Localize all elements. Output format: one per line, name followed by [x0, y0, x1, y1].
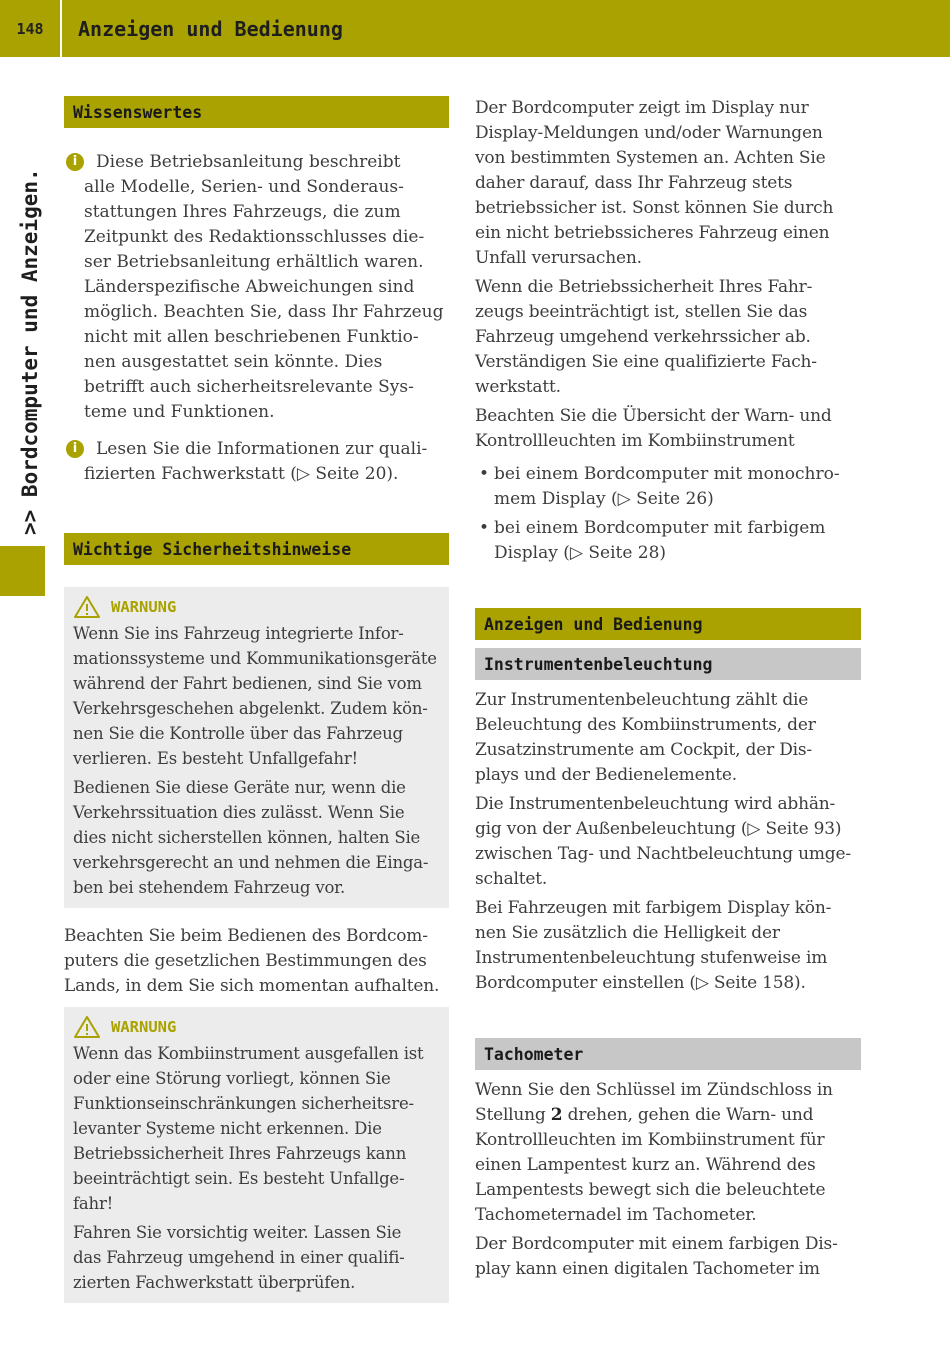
paragraph-instrument-3: Bei Fahrzeugen mit farbigem Display kön- nen Sie zusätzlich die Helligkeit der Instrumentenbeleuchtung stufenweise im Bordcomputer einstellen (▷ Seite 158).	[475, 898, 832, 993]
paragraph-intro-1: Der Bordcomputer zeigt im Display nur Display-Meldungen und/oder Warnungen von bestimmten Systemen an. Achten Sie daher darauf, dass Ihr Fahrzeug stets betriebssicher ist. Sonst können Sie durch ein nicht betriebssicheres Fahrzeug einen Unfall verursachen.	[475, 98, 834, 268]
sidebar	[18, 145, 50, 535]
warning-box-2	[64, 1007, 449, 1303]
paragraph-intro-3: Beachten Sie die Übersicht der Warn- und Kontrollleuchten im Kombiinstrument	[475, 406, 832, 451]
side-thumb-tab	[0, 546, 45, 596]
chapter-title: Anzeigen und Bedienung	[78, 16, 343, 41]
bullet-list	[475, 462, 861, 566]
bullet-icon: •	[479, 518, 490, 538]
page-reference-link[interactable]: fizierten Fachwerkstatt (▷ Seite 20).	[84, 464, 399, 484]
list-item[interactable]: • bei einem Bordcomputer mit monochro- mem Display (▷ Seite 26)	[479, 464, 840, 509]
heading-tachometer: Tachometer	[475, 1038, 861, 1070]
paragraph-tachometer-1: Wenn Sie den Schlüssel im Zündschloss in Stellung 2 drehen, gehen die Warn- und Kontrollleuchten im Kombiinstrument für einen Lampentest kurz an. Während des Lampentests bewegt sich die beleuchtete Tachometernadel im Tachometer.	[475, 1080, 833, 1225]
info-icon: i	[66, 440, 84, 458]
heading-sicherheitshinweise: Wichtige Sicherheitshinweise	[64, 533, 449, 565]
bullet-icon: •	[479, 464, 490, 484]
warning-text: Wenn Sie ins Fahrzeug integrierte Infor- mationssysteme und Kommunikationsgeräte während der Fahrt bedienen, sind Sie vom Verkehrsgeschehen abgelenkt. Zudem kön- nen Sie die Kontrolle über das Fahrzeug verlieren. Es besteht Unfallgefahr! Bedienen Sie diese Geräte nur, wenn die Verkehrssituation dies zulässt. Wenn Sie dies nicht sicherstellen können, halten Sie verkehrsgerecht an und nehmen die Einga- ben bei stehendem Fahrzeug vor.	[73, 624, 437, 897]
warning-label: WARNUNG	[111, 1018, 177, 1036]
paragraph-legal: Beachten Sie beim Bedienen des Bordcom- puters die gesetzlichen Bestimmungen des Lands, in dem Sie sich momentan aufhalten.	[64, 926, 440, 996]
warning-text: Wenn das Kombiinstrument ausgefallen ist oder eine Störung vorliegt, können Sie Funktionseinschränkungen sicherheitsre- levanter Systeme nicht erkennen. Die Betriebssicherheit Ihres Fahrzeugs kann beeinträchtigt sein. Es besteht Unfallge- fahr! Fahren Sie vorsichtig weiter. Lassen Sie das Fahrzeug umgehend in einer qualifi- zierten Fachwerkstatt überprüfen.	[73, 1044, 424, 1292]
warning-label: WARNUNG	[111, 598, 177, 616]
left-column	[64, 96, 449, 1303]
warning-header	[73, 1013, 440, 1041]
paragraph-instrument-2: Die Instrumentenbeleuchtung wird abhän- gig von der Außenbeleuchtung (▷ Seite 93) zwischen Tag- und Nachtbeleuchtung umge- schaltet.	[475, 794, 851, 889]
heading-anzeigen-bedienung: Anzeigen und Bedienung	[475, 608, 861, 640]
paragraph-tachometer-2: Der Bordcomputer mit einem farbigen Dis- play kann einen digitalen Tachometer im	[475, 1234, 838, 1279]
warning-header	[73, 593, 440, 621]
paragraph-instrument-1: Zur Instrumentenbeleuchtung zählt die Beleuchtung des Kombiinstruments, der Zusatzinstrumente am Cockpit, der Dis- plays und der Bedienelemente.	[475, 690, 816, 785]
info-note-text: Diese Betriebsanleitung beschreibt alle Modelle, Serien- und Sonderaus- stattungen Ihres Fahrzeugs, die zum Zeitpunkt des Redaktionsschlusses die- ser Betriebsanleitung erhältlich waren. Länderspezifische Abweichungen sind möglich. Beachten Sie, dass Ihr Fahrzeug nicht mit allen beschriebenen Funktio- nen ausgestattet sein könnte. Dies betrifft auch sicherheitsrelevante Sys- teme und Funktionen.	[84, 152, 444, 422]
right-column	[475, 96, 861, 1286]
heading-instrumentenbeleuchtung: Instrumentenbeleuchtung	[475, 648, 861, 680]
paragraph-intro-2: Wenn die Betriebssicherheit Ihres Fahr- zeugs beeinträchtigt ist, stellen Sie das Fahrzeug umgehend verkehrssicher ab. Verständigen Sie eine qualifizierte Fach- werkstatt.	[475, 277, 817, 397]
info-note-2	[64, 437, 449, 487]
header-bar	[0, 0, 950, 57]
info-icon: i	[66, 153, 84, 171]
page-number: 148	[0, 0, 62, 57]
heading-wissenswertes: Wissenswertes	[64, 96, 449, 128]
warning-triangle-icon	[73, 595, 101, 619]
info-note-1	[64, 150, 449, 425]
warning-box-1	[64, 587, 449, 908]
vertical-section-title: >> Bordcomputer und Anzeigen.	[18, 168, 42, 535]
info-note-text: Lesen Sie die Informationen zur quali- fizierten Fachwerkstatt (▷ Seite 20).	[84, 439, 428, 484]
warning-triangle-icon	[73, 1015, 101, 1039]
list-item[interactable]: • bei einem Bordcomputer mit farbigem Display (▷ Seite 28)	[479, 518, 826, 563]
